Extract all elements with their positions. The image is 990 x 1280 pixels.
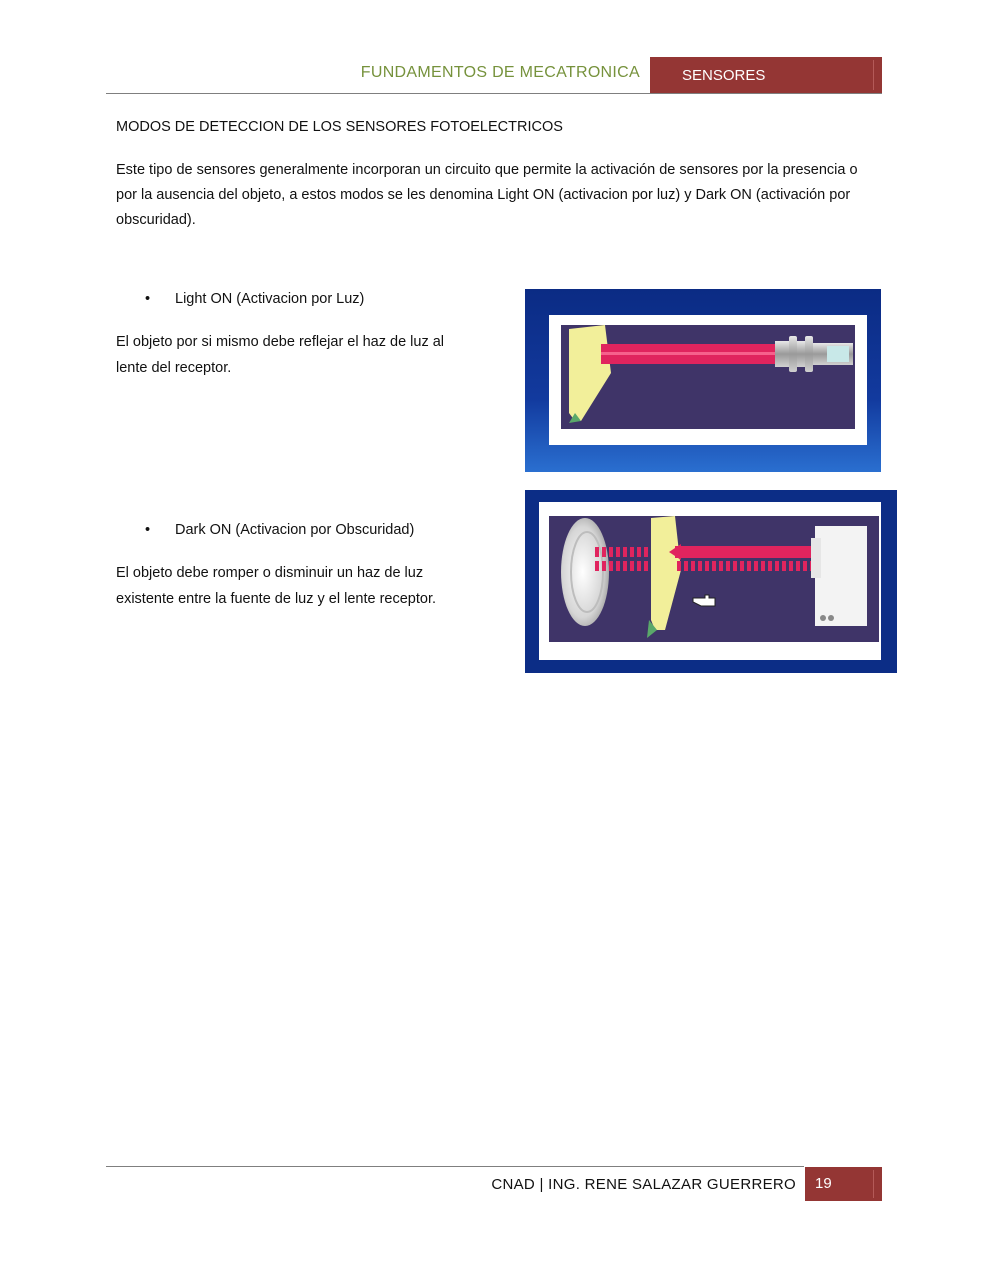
intro-paragraph: Este tipo de sensores generalmente incorporan un circuito que permite la activación de sensores por la presencia o por la ausencia del objeto, a estos modos se les denomina Light ON (activacion por luz) y Dark ON (activación por obscuridad). xyxy=(116,162,858,228)
bullet-dot: • xyxy=(145,291,151,307)
section-heading: MODOS DE DETECCION DE LOS SENSORES FOTOELECTRICOS xyxy=(116,119,563,135)
footer-author: CNAD | ING. RENE SALAZAR GUERRERO xyxy=(491,1176,796,1193)
page-number: 19 xyxy=(805,1167,882,1201)
light-on-label: Light ON (Activacion por Luz) xyxy=(175,291,365,307)
light-on-description: El objeto por si mismo debe reflejar el haz de luz al lente del receptor. xyxy=(116,334,445,376)
dark-on-label: Dark ON (Activacion por Obscuridad) xyxy=(175,522,415,538)
document-title: FUNDAMENTOS DE MECATRONICA xyxy=(360,64,640,81)
header-divider xyxy=(106,93,882,94)
dark-on-bullet xyxy=(145,522,414,538)
light-on-bullet xyxy=(145,291,364,307)
dark-on-description: El objeto debe romper o disminuir un haz de luz existente entre la fuente de luz y el lente receptor. xyxy=(116,565,437,607)
footer-divider xyxy=(106,1166,804,1167)
dark-on-illustration xyxy=(525,490,897,673)
section-tab: SENSORES xyxy=(650,57,882,93)
light-on-illustration xyxy=(525,289,881,472)
bullet-dot: • xyxy=(145,522,151,538)
